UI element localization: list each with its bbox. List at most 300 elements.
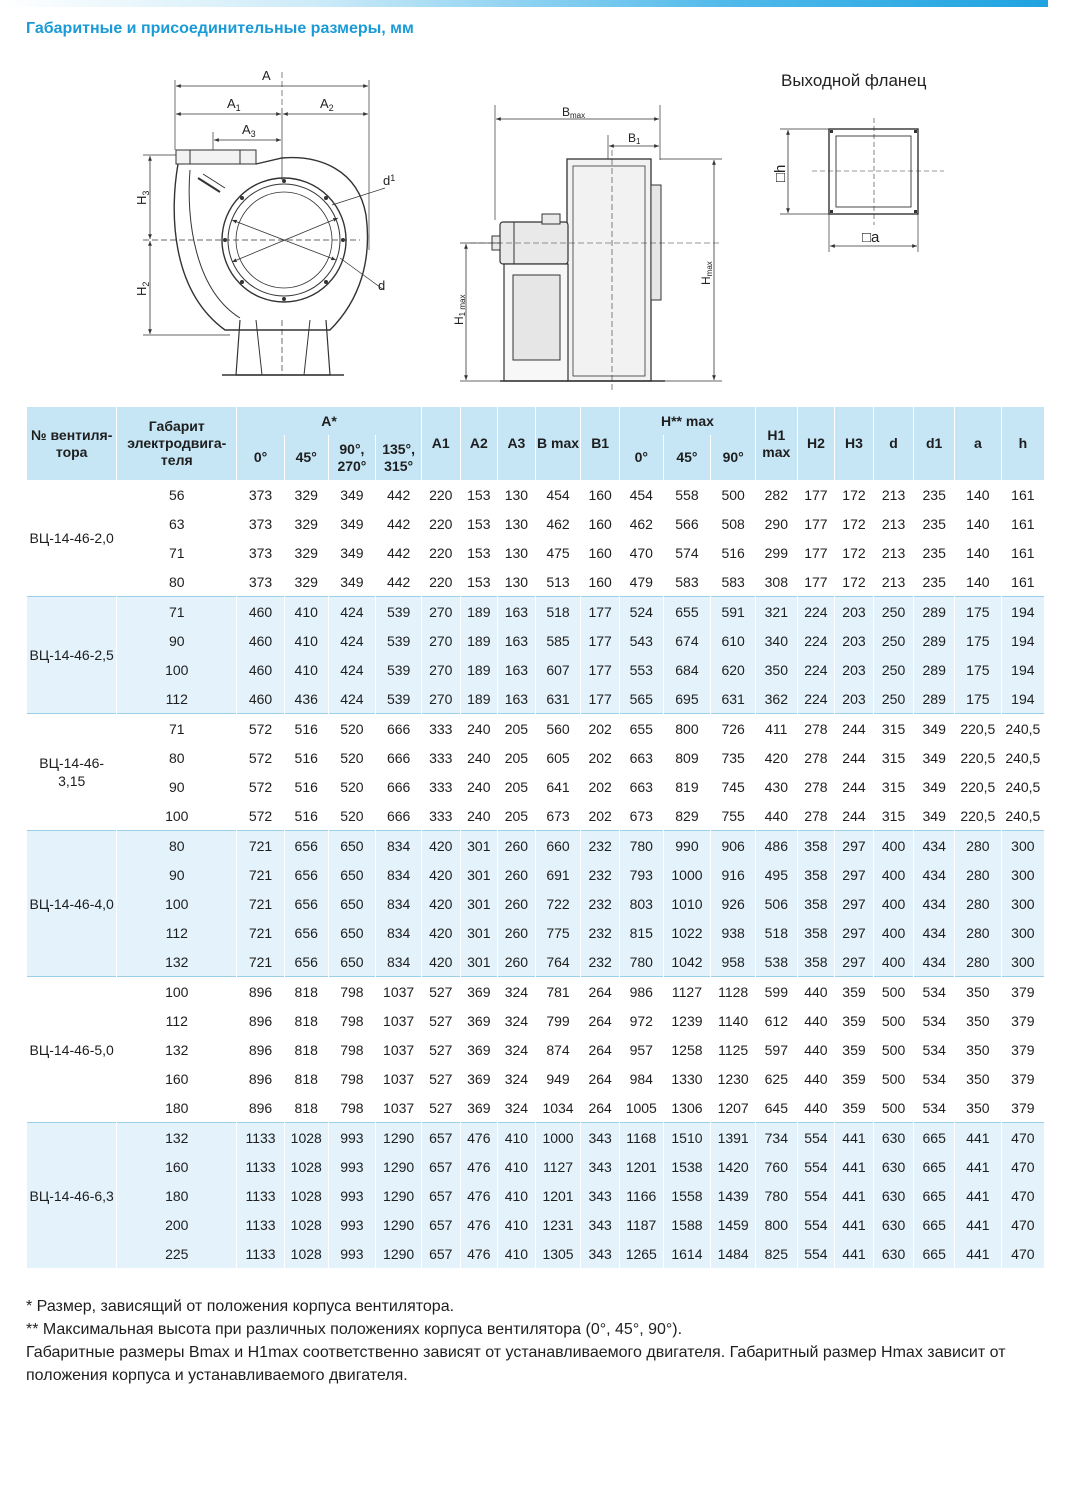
- dimension-cell: 410: [284, 597, 328, 627]
- dimension-cell: 282: [756, 480, 798, 509]
- dimension-cell: 410: [284, 655, 328, 684]
- header-motor-size: Габарит электродвигателя: [117, 407, 237, 480]
- dimension-cell: 441: [954, 1152, 1001, 1181]
- dimension-cell: 172: [835, 480, 874, 509]
- dimension-cell: 240: [460, 743, 498, 772]
- dimension-cell: 896: [237, 1064, 285, 1093]
- dimension-cell: 289: [914, 626, 955, 655]
- dimension-cell: 470: [1001, 1123, 1044, 1153]
- dimension-cell: 280: [954, 860, 1001, 889]
- dimension-cell: 420: [421, 831, 460, 861]
- dimension-cell: 476: [460, 1210, 498, 1239]
- dimension-cell: 641: [535, 772, 581, 801]
- dimension-cell: 630: [873, 1210, 914, 1239]
- dimension-cell: 620: [711, 655, 756, 684]
- dimension-cell: 434: [914, 947, 955, 977]
- dimension-cell: 250: [873, 684, 914, 714]
- dimension-cell: 333: [421, 743, 460, 772]
- header-h: h: [1001, 407, 1044, 480]
- dimension-cell: 130: [498, 509, 536, 538]
- dimension-cell: 993: [328, 1239, 376, 1268]
- dimension-cell: 244: [835, 772, 874, 801]
- dimension-cell: 527: [421, 977, 460, 1007]
- dimension-cell: 572: [237, 714, 285, 744]
- dimension-cell: 175: [954, 684, 1001, 714]
- dimension-cell: 516: [284, 714, 328, 744]
- dimension-cell: 825: [756, 1239, 798, 1268]
- table-row: [27, 801, 1045, 831]
- dimension-cell: 1187: [619, 1210, 663, 1239]
- dimension-cell: 359: [835, 1093, 874, 1123]
- dimension-cell: 213: [873, 480, 914, 509]
- dimension-cell: 369: [460, 1006, 498, 1035]
- motor-size-cell: 80: [117, 743, 237, 772]
- dimension-cell: 799: [535, 1006, 581, 1035]
- dimension-cell: 369: [460, 1035, 498, 1064]
- motor-size-cell: 71: [117, 714, 237, 744]
- dimension-cell: 495: [756, 860, 798, 889]
- label-A2: $A_2$: [320, 96, 334, 113]
- dimension-cell: 500: [873, 1064, 914, 1093]
- table-row: [27, 772, 1045, 801]
- fan-model-name: ВЦ-14-46-4,0: [27, 831, 117, 977]
- dimension-cell: 349: [328, 567, 376, 597]
- dimension-cell: 1133: [237, 1239, 285, 1268]
- dimension-cell: 984: [619, 1064, 663, 1093]
- dimension-cell: 1201: [619, 1152, 663, 1181]
- dimension-cell: 1042: [663, 947, 711, 977]
- dimension-cell: 205: [498, 714, 536, 744]
- dimension-cell: 441: [954, 1123, 1001, 1153]
- dimension-cell: 663: [619, 743, 663, 772]
- dimension-cell: 800: [756, 1210, 798, 1239]
- dimension-cell: 244: [835, 743, 874, 772]
- dimension-cell: 440: [797, 1093, 835, 1123]
- dimension-cell: 359: [835, 1035, 874, 1064]
- dimension-cell: 1558: [663, 1181, 711, 1210]
- dimension-cell: 140: [954, 480, 1001, 509]
- dimension-cell: 508: [711, 509, 756, 538]
- dimension-cell: 1010: [663, 889, 711, 918]
- dimension-cell: 329: [284, 509, 328, 538]
- dimension-cell: 420: [421, 947, 460, 977]
- dimension-cell: 343: [581, 1210, 620, 1239]
- dimension-cell: 650: [328, 860, 376, 889]
- dimension-cell: 194: [1001, 626, 1044, 655]
- dimension-cell: 612: [756, 1006, 798, 1035]
- dimension-cell: 369: [460, 1093, 498, 1123]
- dimension-cell: 645: [756, 1093, 798, 1123]
- dimension-cell: 434: [914, 889, 955, 918]
- label-d: d: [378, 278, 386, 293]
- dimension-cell: 721: [237, 889, 285, 918]
- motor-size-cell: 180: [117, 1181, 237, 1210]
- dimension-cell: 244: [835, 714, 874, 744]
- label-Hmax: Hmax: [699, 261, 714, 285]
- dimension-cell: 650: [328, 889, 376, 918]
- table-row: [27, 947, 1045, 977]
- motor-size-cell: 100: [117, 977, 237, 1007]
- dimension-cell: 665: [914, 1181, 955, 1210]
- header-d1: d1: [914, 407, 955, 480]
- dimension-cell: 440: [797, 1064, 835, 1093]
- dimension-cell: 829: [663, 801, 711, 831]
- dimension-cell: 666: [376, 714, 422, 744]
- dimension-cell: 177: [797, 480, 835, 509]
- dimension-cell: 572: [237, 801, 285, 831]
- label-flange-a: □a: [862, 229, 880, 246]
- dimension-cell: 583: [711, 567, 756, 597]
- dimension-cell: 232: [581, 947, 620, 977]
- fan-model-name: ВЦ-14-46-6,3: [27, 1123, 117, 1269]
- dimension-cell: 684: [663, 655, 711, 684]
- dimension-cell: 264: [581, 1006, 620, 1035]
- dimension-cell: 1127: [663, 977, 711, 1007]
- dimension-cell: 798: [328, 1035, 376, 1064]
- dimension-cell: 553: [619, 655, 663, 684]
- dimension-cell: 153: [460, 480, 498, 509]
- dimension-cell: 420: [421, 860, 460, 889]
- table-row: [27, 1210, 1045, 1239]
- dimension-cell: 240,5: [1001, 714, 1044, 744]
- dimension-cell: 666: [376, 801, 422, 831]
- motor-size-cell: 100: [117, 655, 237, 684]
- dimension-cell: 1459: [711, 1210, 756, 1239]
- dimension-cell: 203: [835, 626, 874, 655]
- header-fan-number: № вентилятора: [27, 407, 117, 480]
- dimension-cell: 440: [797, 977, 835, 1007]
- dimension-cell: 666: [376, 743, 422, 772]
- motor-size-cell: 71: [117, 597, 237, 627]
- header-A2: A2: [460, 407, 498, 480]
- dimension-cell: 153: [460, 567, 498, 597]
- dimension-cell: 315: [873, 743, 914, 772]
- dimension-cell: 373: [237, 509, 285, 538]
- dimension-cell: 874: [535, 1035, 581, 1064]
- table-row: [27, 1181, 1045, 1210]
- table-row: [27, 1152, 1045, 1181]
- dimension-cell: 625: [756, 1064, 798, 1093]
- dimension-cell: 539: [376, 655, 422, 684]
- dimension-cell: 379: [1001, 1035, 1044, 1064]
- dimension-cell: 297: [835, 889, 874, 918]
- dimension-cell: 260: [498, 918, 536, 947]
- dimension-cell: 224: [797, 626, 835, 655]
- dimension-cell: 896: [237, 977, 285, 1007]
- dimension-cell: 189: [460, 655, 498, 684]
- dimension-cell: 297: [835, 947, 874, 977]
- dimension-cell: 1439: [711, 1181, 756, 1210]
- dimension-cell: 630: [873, 1123, 914, 1153]
- dimension-cell: 539: [376, 684, 422, 714]
- dimension-cell: 153: [460, 538, 498, 567]
- motor-size-cell: 225: [117, 1239, 237, 1268]
- dimension-cell: 442: [376, 480, 422, 509]
- dimension-cell: 1510: [663, 1123, 711, 1153]
- footnote-2: ** Максимальная высота при различных положениях корпуса вентилятора (0°, 45°, 90°).: [26, 1321, 683, 1338]
- dimension-cell: 308: [756, 567, 798, 597]
- dimension-cell: 949: [535, 1064, 581, 1093]
- dimension-cell: 441: [835, 1210, 874, 1239]
- dimension-cell: 534: [914, 1064, 955, 1093]
- dimension-cell: 599: [756, 977, 798, 1007]
- dimension-cell: 280: [954, 947, 1001, 977]
- table-row: [27, 714, 1045, 744]
- dimension-cell: 315: [873, 772, 914, 801]
- dimension-cell: 585: [535, 626, 581, 655]
- dimension-cell: 972: [619, 1006, 663, 1035]
- dimension-cell: 780: [619, 947, 663, 977]
- table-row: [27, 889, 1045, 918]
- dimension-cell: 163: [498, 684, 536, 714]
- table-row: [27, 1093, 1045, 1123]
- dimension-cell: 442: [376, 538, 422, 567]
- dimension-cell: 518: [756, 918, 798, 947]
- header-H3: H3: [835, 407, 874, 480]
- dimension-cell: 1290: [376, 1152, 422, 1181]
- dimension-cell: 1239: [663, 1006, 711, 1035]
- dimension-cell: 906: [711, 831, 756, 861]
- dimension-cell: 250: [873, 655, 914, 684]
- dimension-cell: 1133: [237, 1181, 285, 1210]
- dimension-cell: 993: [328, 1181, 376, 1210]
- dimension-cell: 400: [873, 860, 914, 889]
- dimension-cell: 1028: [284, 1239, 328, 1268]
- dimension-cell: 410: [284, 626, 328, 655]
- motor-size-cell: 90: [117, 772, 237, 801]
- motor-size-cell: 80: [117, 831, 237, 861]
- dimension-cell: 815: [619, 918, 663, 947]
- dimension-cell: 476: [460, 1152, 498, 1181]
- dimension-cell: 527: [421, 1093, 460, 1123]
- dimension-cell: 232: [581, 860, 620, 889]
- dimension-cell: 798: [328, 1064, 376, 1093]
- table-row: [27, 538, 1045, 567]
- dimension-cell: 660: [535, 831, 581, 861]
- dimension-cell: 324: [498, 1006, 536, 1035]
- dimension-cell: 1128: [711, 977, 756, 1007]
- dimension-cell: 734: [756, 1123, 798, 1153]
- dimension-cell: 373: [237, 538, 285, 567]
- dimension-cell: 1133: [237, 1123, 285, 1153]
- table-row: [27, 480, 1045, 509]
- dimension-cell: 420: [421, 918, 460, 947]
- dimension-cell: 834: [376, 831, 422, 861]
- dimension-cell: 260: [498, 831, 536, 861]
- dimension-cell: 1028: [284, 1123, 328, 1153]
- label-H3: $H_3$: [134, 190, 151, 205]
- dimension-cell: 379: [1001, 1093, 1044, 1123]
- dimension-cell: 1230: [711, 1064, 756, 1093]
- dimension-cell: 476: [460, 1181, 498, 1210]
- dimension-cell: 172: [835, 509, 874, 538]
- motor-size-cell: 160: [117, 1064, 237, 1093]
- dimension-cell: 213: [873, 538, 914, 567]
- header-A-0: 0°: [237, 435, 285, 480]
- table-row: [27, 597, 1045, 627]
- dimension-cell: 1037: [376, 1035, 422, 1064]
- dimension-cell: 726: [711, 714, 756, 744]
- dimension-cell: 1306: [663, 1093, 711, 1123]
- dimension-cell: 379: [1001, 977, 1044, 1007]
- dimension-cell: 189: [460, 597, 498, 627]
- dimension-cell: 657: [421, 1239, 460, 1268]
- dimension-cell: 656: [284, 889, 328, 918]
- dimension-cell: 834: [376, 918, 422, 947]
- dimension-cell: 373: [237, 480, 285, 509]
- dimension-cell: 369: [460, 977, 498, 1007]
- motor-size-cell: 132: [117, 1035, 237, 1064]
- dimension-cell: 657: [421, 1181, 460, 1210]
- dimension-cell: 1391: [711, 1123, 756, 1153]
- dimension-cell: 333: [421, 772, 460, 801]
- dimension-cell: 764: [535, 947, 581, 977]
- dimension-cell: 441: [835, 1181, 874, 1210]
- dimension-cell: 543: [619, 626, 663, 655]
- dimension-cell: 194: [1001, 597, 1044, 627]
- dimension-cell: 140: [954, 538, 1001, 567]
- header-A-group: A*: [237, 407, 422, 435]
- dimension-cell: 527: [421, 1035, 460, 1064]
- dimension-cell: 434: [914, 860, 955, 889]
- dimension-cell: 400: [873, 918, 914, 947]
- table-row: [27, 1064, 1045, 1093]
- motor-size-cell: 200: [117, 1210, 237, 1239]
- dimension-cell: 1265: [619, 1239, 663, 1268]
- dimension-cell: 538: [756, 947, 798, 977]
- dimension-cell: 202: [581, 801, 620, 831]
- dimension-cell: 630: [873, 1181, 914, 1210]
- label-B1: B1: [628, 131, 641, 146]
- dimension-cell: 665: [914, 1152, 955, 1181]
- dimension-cell: 130: [498, 480, 536, 509]
- dimension-cell: 172: [835, 567, 874, 597]
- dimension-cell: 177: [797, 538, 835, 567]
- dimension-cell: 260: [498, 947, 536, 977]
- dimension-cell: 400: [873, 831, 914, 861]
- dimension-cell: 177: [581, 655, 620, 684]
- dimension-cell: 1290: [376, 1239, 422, 1268]
- dimension-cell: 819: [663, 772, 711, 801]
- footnotes: [26, 1295, 1056, 1387]
- dimension-cell: 264: [581, 1093, 620, 1123]
- dimension-cell: 280: [954, 831, 1001, 861]
- fan-group: [27, 714, 1045, 831]
- dimension-cell: 349: [328, 509, 376, 538]
- dimension-cell: 411: [756, 714, 798, 744]
- dimension-cell: 130: [498, 538, 536, 567]
- dimension-cell: 161: [1001, 480, 1044, 509]
- dimension-cell: 1290: [376, 1210, 422, 1239]
- dimension-cell: 194: [1001, 655, 1044, 684]
- fan-model-name: ВЦ-14-46-3,15: [27, 714, 117, 831]
- label-H2: $H_2$: [134, 281, 151, 296]
- dimension-cell: 420: [421, 889, 460, 918]
- dimension-cell: 163: [498, 597, 536, 627]
- dimension-cell: 240,5: [1001, 743, 1044, 772]
- dimension-cell: 721: [237, 860, 285, 889]
- dimension-cell: 240,5: [1001, 801, 1044, 831]
- dimension-cell: 289: [914, 597, 955, 627]
- dimension-cell: 665: [914, 1123, 955, 1153]
- dimension-cell: 1037: [376, 977, 422, 1007]
- dimension-cell: 454: [535, 480, 581, 509]
- motor-size-cell: 63: [117, 509, 237, 538]
- dimension-cell: 175: [954, 597, 1001, 627]
- dimension-cell: 177: [797, 509, 835, 538]
- dimension-cell: 470: [1001, 1210, 1044, 1239]
- dimension-cell: 160: [581, 567, 620, 597]
- dimension-cell: 140: [954, 509, 1001, 538]
- dimension-cell: 410: [498, 1181, 536, 1210]
- dimension-cell: 430: [756, 772, 798, 801]
- dimension-cell: 300: [1001, 947, 1044, 977]
- dimension-cell: 324: [498, 977, 536, 1007]
- dimension-cell: 1290: [376, 1123, 422, 1153]
- dimension-cell: 400: [873, 947, 914, 977]
- page-title: Габаритные и присоединительные размеры, мм: [26, 20, 414, 37]
- dimension-cell: 454: [619, 480, 663, 509]
- dimension-cell: 896: [237, 1093, 285, 1123]
- dimension-cell: 958: [711, 947, 756, 977]
- dimension-cell: 674: [663, 626, 711, 655]
- dimension-cell: 834: [376, 889, 422, 918]
- dimension-cell: 232: [581, 889, 620, 918]
- dimension-cell: 224: [797, 684, 835, 714]
- dimension-cell: 1037: [376, 1006, 422, 1035]
- dimension-cell: 558: [663, 480, 711, 509]
- dimension-cell: 1538: [663, 1152, 711, 1181]
- dimension-cell: 205: [498, 743, 536, 772]
- dimension-cell: 358: [797, 889, 835, 918]
- table-row: [27, 626, 1045, 655]
- dimension-cell: 516: [284, 801, 328, 831]
- dimension-cell: 605: [535, 743, 581, 772]
- label-Bmax: Bmax: [562, 105, 586, 120]
- dimension-cell: 424: [328, 626, 376, 655]
- front-view-drawing: [460, 105, 722, 390]
- dimension-cell: 1201: [535, 1181, 581, 1210]
- dimension-cell: 650: [328, 947, 376, 977]
- dimension-cell: 818: [284, 1064, 328, 1093]
- dimension-cell: 350: [954, 1035, 1001, 1064]
- dimension-cell: 1140: [711, 1006, 756, 1035]
- dimension-cell: 663: [619, 772, 663, 801]
- dimension-cell: 745: [711, 772, 756, 801]
- dimension-cell: 224: [797, 597, 835, 627]
- table-row: [27, 1239, 1045, 1268]
- dimension-cell: 441: [835, 1239, 874, 1268]
- dimension-cell: 224: [797, 655, 835, 684]
- dimension-cell: 300: [1001, 831, 1044, 861]
- dimension-cell: 462: [535, 509, 581, 538]
- dimension-cell: 695: [663, 684, 711, 714]
- dimension-cell: 1000: [663, 860, 711, 889]
- dimension-cell: 329: [284, 567, 328, 597]
- dimension-cell: 205: [498, 801, 536, 831]
- dimension-cell: 270: [421, 626, 460, 655]
- dimension-cell: 650: [328, 831, 376, 861]
- dimension-cell: 400: [873, 889, 914, 918]
- dimension-cell: 527: [421, 1006, 460, 1035]
- dimension-cell: 1005: [619, 1093, 663, 1123]
- dimension-cell: 1166: [619, 1181, 663, 1210]
- dimension-cell: 278: [797, 714, 835, 744]
- dimension-cell: 260: [498, 860, 536, 889]
- dimension-cell: 373: [237, 567, 285, 597]
- header-A-90: 90°, 270°: [328, 435, 376, 480]
- dimension-cell: 1484: [711, 1239, 756, 1268]
